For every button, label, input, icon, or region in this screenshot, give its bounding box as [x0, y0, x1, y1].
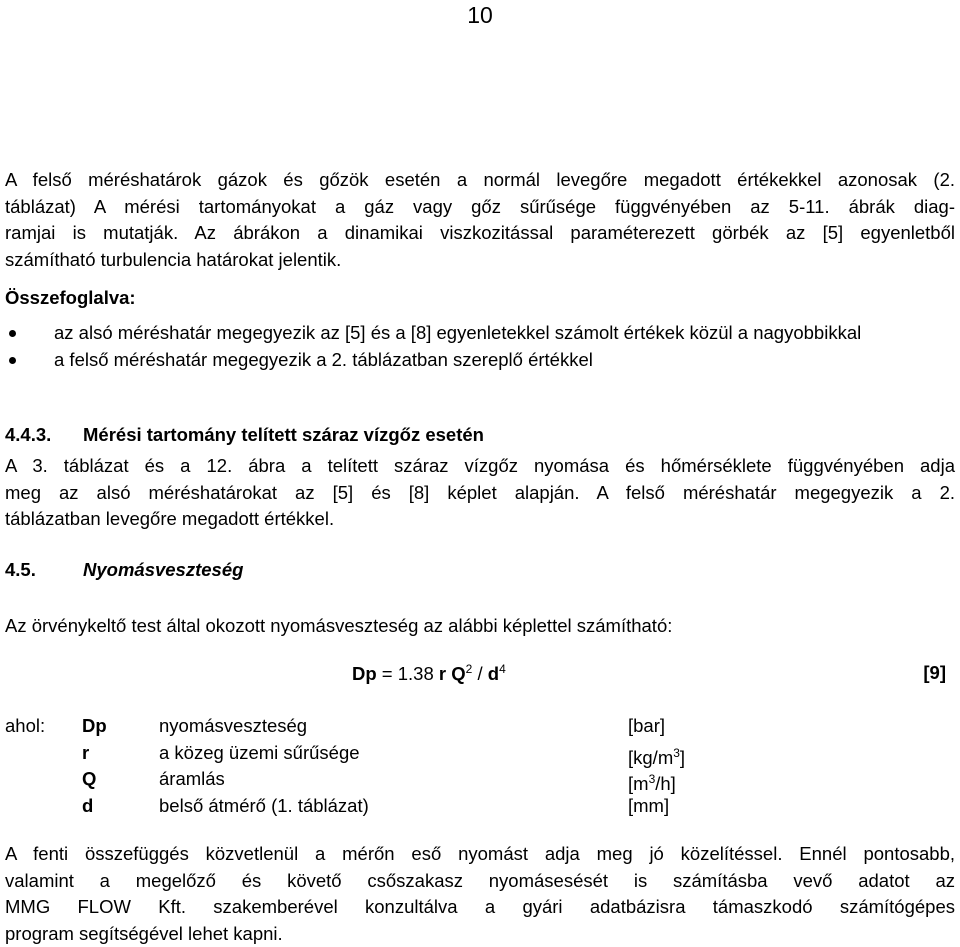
bullet-icon: [9, 357, 16, 364]
bullet-text: az alsó méréshatár megegyezik az [5] és a [8] egyenletekkel számolt értékek közül a nagyobbikkal: [54, 322, 861, 343]
paragraph-line: valamint a megelőző és követő csőszakasz nyomásesését is számításba vevő adatot az: [5, 868, 955, 895]
closing-paragraph: [5, 841, 955, 947]
legend-unit: [mm]: [628, 793, 669, 820]
paragraph-line: meg az alsó méréshatárokat az [5] és [8] képlet alapján. A felső méréshatár megegyezik a 2.: [5, 480, 955, 507]
legend-symbol: d: [82, 793, 93, 820]
bullet-icon: [9, 330, 16, 337]
legend-description: belső átmérő (1. táblázat): [159, 793, 369, 820]
section-45-heading: [5, 559, 243, 581]
legend-unit: [bar]: [628, 713, 665, 740]
formula-coefficient: = 1.38: [377, 663, 439, 684]
intro-line: A felső méréshatárok gázok és gőzök esetén a normál levegőre megadott értékekkel azonosak (2.: [5, 167, 955, 194]
intro-paragraph: [5, 167, 955, 273]
section-title: Nyomásveszteség: [83, 559, 243, 580]
paragraph-line: A 3. táblázat és a 12. ábra a telített száraz vízgőz nyomása és hőmérséklete függvényében adja: [5, 453, 955, 480]
legend-description: nyomásveszteség: [159, 713, 307, 740]
legend-row: [5, 740, 955, 767]
legend-description: a közeg üzemi sűrűsége: [159, 740, 360, 767]
formula-q-exponent: 2: [466, 662, 473, 676]
formula-dp: Dp: [352, 663, 377, 684]
formula-d-exponent: 4: [499, 662, 506, 676]
intro-line: számítható turbulencia határokat jelentik.: [5, 247, 955, 274]
legend-symbol: Q: [82, 766, 96, 793]
section-443-heading: [5, 424, 484, 446]
section-443-paragraph: [5, 453, 955, 533]
formula-r: r: [439, 663, 446, 684]
formula-division: /: [472, 663, 487, 684]
paragraph-line: A fenti összefüggés közvetlenül a mérőn eső nyomást adja meg jó közelítéssel. Ennél pontosabb,: [5, 841, 955, 868]
list-item: [5, 320, 955, 347]
summary-heading: Összefoglalva:: [5, 287, 136, 309]
legend-unit: $[m^3/h]$: [628, 766, 676, 798]
section-45-intro: [5, 613, 955, 640]
legend-label: ahol:: [5, 713, 45, 740]
legend-description: áramlás: [159, 766, 225, 793]
legend-row: [5, 793, 955, 820]
section-number: 4.4.3.: [5, 424, 83, 446]
bullet-text: a felső méréshatár megegyezik a 2. táblázatban szereplő értékkel: [54, 349, 593, 370]
formula-q: Q: [451, 663, 465, 684]
paragraph-line: táblázatban levegőre megadott értékkel.: [5, 506, 955, 533]
paragraph-line: program segítségével lehet kapni.: [5, 921, 955, 947]
legend-unit: $[kg/m^3]$: [628, 740, 685, 772]
legend-row: [5, 766, 955, 793]
equation-number: [9]: [923, 662, 946, 684]
pressure-loss-formula: [352, 662, 506, 685]
paragraph-line: Az örvénykeltő test által okozott nyomásveszteség az alábbi képlettel számítható:: [5, 613, 955, 640]
legend-symbol: r: [82, 740, 89, 767]
intro-line: ramjai is mutatják. Az ábrákon a dinamikai viszkozitással paraméterezett görbék az [5] egyenletből: [5, 220, 955, 247]
paragraph-line: MMG FLOW Kft. szakemberével konzultálva a gyári adatbázisra támaszkodó számítógépes: [5, 894, 955, 921]
section-title: Mérési tartomány telített száraz vízgőz esetén: [83, 424, 484, 445]
summary-bullet-list: [5, 320, 955, 373]
formula-d: d: [488, 663, 499, 684]
formula-legend: [5, 713, 955, 819]
intro-line: táblázat) A mérési tartományokat a gáz vagy gőz sűrűsége függvényében az 5-11. ábrák diag-: [5, 194, 955, 221]
section-number: 4.5.: [5, 559, 83, 581]
legend-symbol: Dp: [82, 713, 107, 740]
page-number: 10: [0, 2, 960, 29]
legend-row: [5, 713, 955, 740]
list-item: [5, 347, 955, 374]
